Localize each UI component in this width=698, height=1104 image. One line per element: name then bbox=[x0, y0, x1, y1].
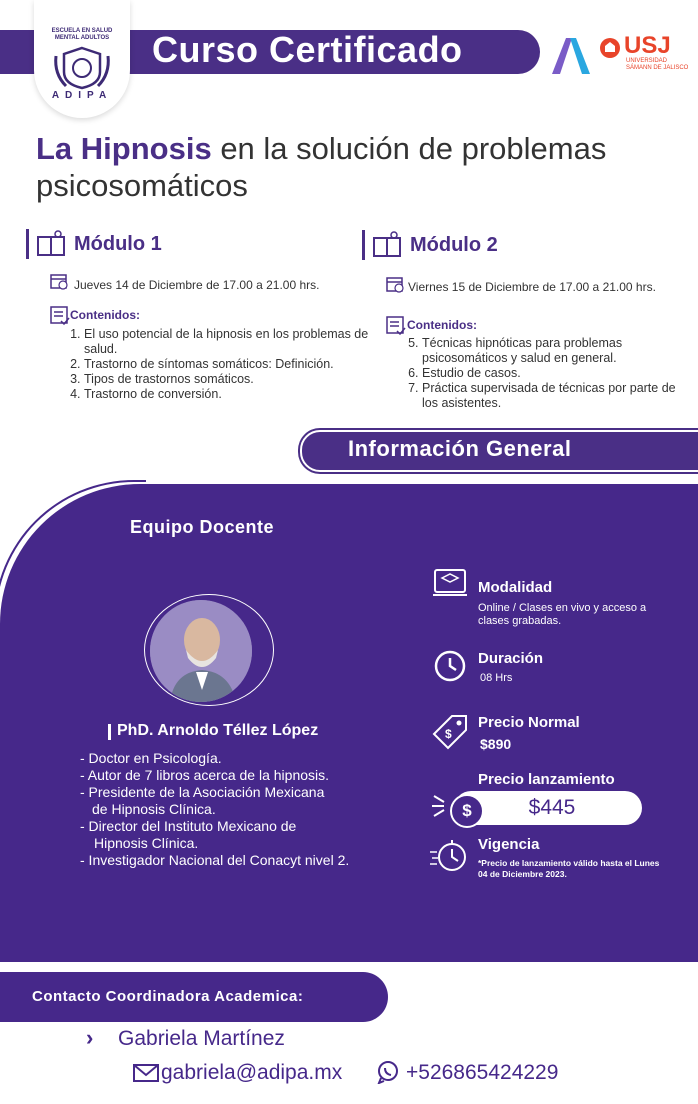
list-item: 3. Tipos de trastornos somáticos. bbox=[84, 372, 384, 387]
sparkle-icon bbox=[432, 790, 452, 820]
book-icon bbox=[372, 230, 402, 258]
module-2-date: Viernes 15 de Diciembre de 17.00 a 21.00 hrs. bbox=[408, 280, 656, 294]
calendar-icon bbox=[386, 275, 404, 293]
person-icon bbox=[150, 600, 252, 702]
precio-normal-label: Precio Normal bbox=[478, 714, 580, 731]
module-2-contents-label: Contenidos: bbox=[407, 318, 477, 332]
duracion-label: Duración bbox=[478, 650, 544, 667]
svg-text:$: $ bbox=[445, 727, 452, 741]
a-logo-icon bbox=[550, 34, 592, 76]
phone-link[interactable]: +526865424229 bbox=[406, 1061, 559, 1084]
module-1-title: Módulo 1 bbox=[74, 233, 162, 255]
price-tag-icon bbox=[430, 712, 470, 752]
mail-icon bbox=[133, 1063, 159, 1083]
course-title-rest: en la solución de problemas psicosomáticos bbox=[36, 131, 607, 203]
modalidad-label: Modalidad bbox=[478, 579, 553, 596]
usj-name: USJ bbox=[624, 32, 671, 59]
team-label: Equipo Docente bbox=[130, 517, 275, 537]
laurel-logo-icon bbox=[52, 44, 112, 90]
badge-top-text: ESCUELA EN SALUD MENTAL ADULTOS bbox=[51, 28, 113, 41]
module-1-date: Jueves 14 de Diciembre de 17.00 a 21.00 hrs. bbox=[74, 278, 320, 292]
bio-line: - Presidente de la Asociación Mexicana bbox=[80, 784, 325, 800]
professor-photo bbox=[150, 600, 252, 702]
course-title bbox=[36, 130, 676, 204]
whatsapp-icon bbox=[376, 1060, 400, 1084]
online-class-icon bbox=[432, 564, 470, 600]
bio-line: - Investigador Nacional del Conacyt nivel 2. bbox=[80, 852, 350, 868]
module-1-bar bbox=[26, 229, 29, 259]
clock-icon bbox=[432, 648, 468, 684]
dollar-icon: $ bbox=[450, 794, 484, 828]
list-item: 5. Técnicas hipnóticas para problemas psicosomáticos y salud en general. bbox=[422, 336, 692, 366]
list-item: 1. El uso potencial de la hipnosis en los problemas de salud. bbox=[84, 327, 384, 357]
badge-bottom-text: ADIPA bbox=[51, 90, 113, 101]
precio-lanzamiento-value: $445 bbox=[528, 796, 576, 819]
checklist-icon bbox=[50, 306, 70, 326]
stopwatch-icon bbox=[430, 836, 470, 874]
professor-name: PhD. Arnoldo Téllez López bbox=[117, 722, 319, 739]
duracion-value: 08 Hrs bbox=[480, 672, 513, 684]
name-accent-bar bbox=[108, 724, 111, 740]
email-link[interactable]: gabriela@adipa.mx bbox=[161, 1061, 343, 1084]
bio-line: - Director del Instituto Mexicano de bbox=[80, 818, 297, 834]
checklist-icon bbox=[386, 316, 406, 336]
list-item: 4. Trastorno de conversión. bbox=[84, 387, 384, 402]
contact-label: Contacto Coordinadora Academica: bbox=[32, 988, 304, 1005]
calendar-icon bbox=[50, 272, 68, 290]
bio-line: - Doctor en Psicología. bbox=[80, 750, 222, 766]
page-title: Curso Certificado bbox=[152, 29, 463, 70]
precio-lanzamiento-label: Precio lanzamiento bbox=[478, 771, 615, 788]
info-panel bbox=[0, 484, 698, 962]
modalidad-value: Online / Clases en vivo y acceso a clases grabadas. bbox=[478, 602, 647, 627]
list-item: 6. Estudio de casos. bbox=[422, 366, 692, 381]
course-title-bold: La Hipnosis bbox=[36, 131, 212, 166]
bio-line: de Hipnosis Clínica. bbox=[92, 801, 216, 817]
module-2-bar bbox=[362, 230, 365, 260]
list-item: 7. Práctica supervisada de técnicas por parte de los asistentes. bbox=[422, 381, 692, 411]
precio-normal-value: $890 bbox=[480, 736, 512, 752]
bio-line: - Autor de 7 libros acerca de la hipnosis. bbox=[80, 767, 330, 783]
usj-subtitle: UNIVERSIDAD SÁMANN DE JALISCO bbox=[626, 58, 689, 71]
professor-bio bbox=[80, 750, 410, 869]
module-1-list bbox=[62, 327, 384, 402]
module-2-list bbox=[400, 336, 692, 411]
coordinator-name: Gabriela Martínez bbox=[118, 1027, 285, 1050]
vigencia-label: Vigencia bbox=[478, 836, 540, 853]
usj-seal-icon bbox=[598, 36, 622, 60]
module-1-contents-label: Contenidos: bbox=[70, 308, 140, 322]
book-icon bbox=[36, 229, 66, 257]
chevron-right-icon: › bbox=[86, 1025, 94, 1050]
vigencia-note: *Precio de lanzamiento válido hasta el Lunes 04 de Diciembre 2023. bbox=[478, 858, 660, 879]
bio-line: Hipnosis Clínica. bbox=[94, 835, 199, 851]
info-heading: Información General bbox=[348, 436, 572, 461]
module-2-title: Módulo 2 bbox=[410, 234, 498, 256]
list-item: 2. Trastorno de síntomas somáticos: Definición. bbox=[84, 357, 384, 372]
